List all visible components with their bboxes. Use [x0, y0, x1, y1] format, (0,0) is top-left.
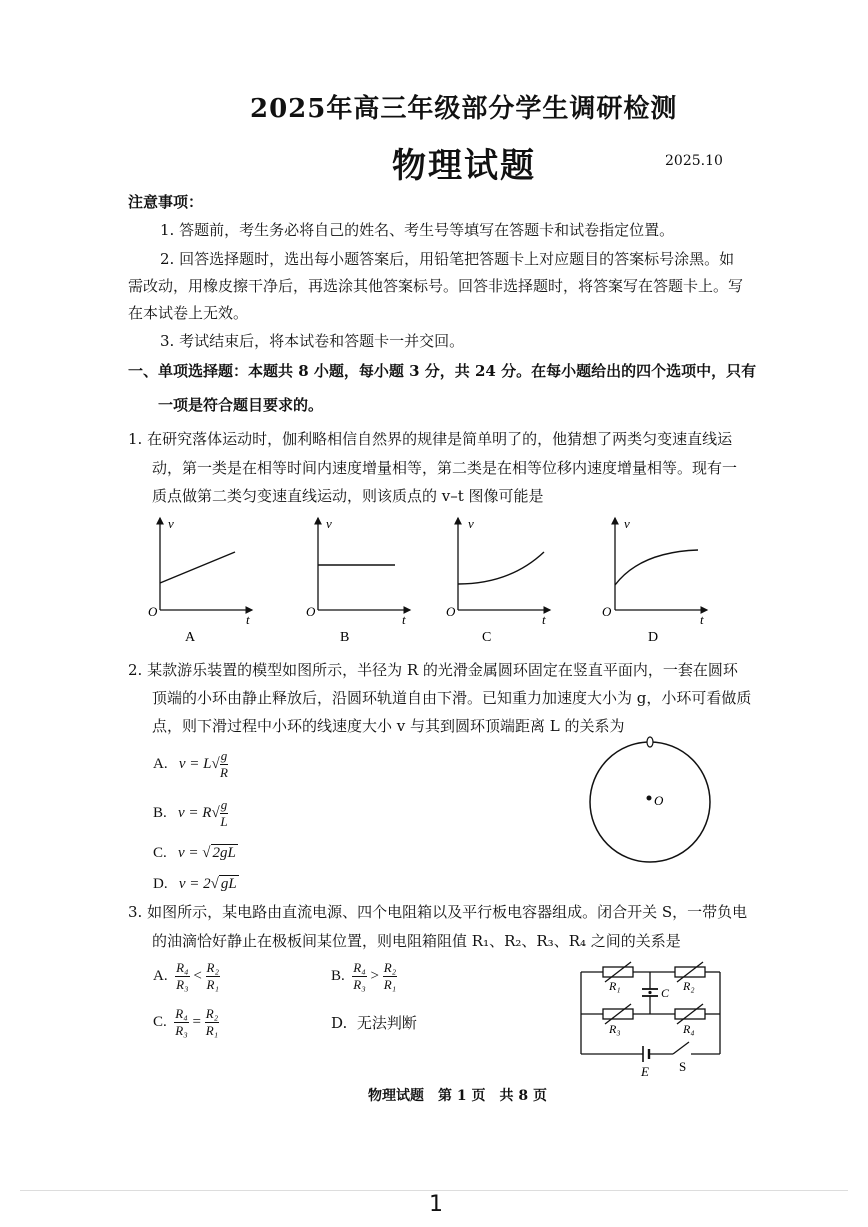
graph-d-axis-v: v	[624, 516, 630, 531]
q3-option-a[interactable]: A. $\frac{\text{R₄}}{\text{R₃}}$ < $\frac{\text{R₂}}{\text{R₁}}$	[153, 960, 219, 992]
graph-a	[148, 516, 252, 645]
graph-a-origin: O	[148, 604, 158, 619]
exam-date: 2025.10	[665, 153, 723, 169]
graph-c-axis-v: v	[468, 516, 474, 531]
graph-b-axis-t: t	[402, 612, 406, 627]
q3-circuit-diagram	[575, 958, 735, 1083]
graph-c-curve	[458, 552, 544, 584]
notice-item-3: 3. 考试结束后，将本试卷和答题卡一并交回。	[160, 332, 465, 350]
q2-option-c[interactable]: C. v = √ 2gL	[153, 845, 236, 861]
q3-option-b[interactable]: B. $\frac{\text{R₄}}{\text{R₃}}$ > $\frac{\text{R₂}}{\text{R₁}}$	[331, 960, 397, 992]
label-c: C	[661, 986, 670, 1000]
q1-line-3: 质点做第二类匀变速直线运动，则该质点的 v–t 图像可能是	[152, 487, 544, 505]
page-divider	[20, 1190, 848, 1191]
graph-b-axis-v: v	[326, 516, 332, 531]
section-heading: 一、单项选择题：本题共 8 小题，每小题 3 分，共 24 分。在每小题给出的四个选项中，只有	[128, 362, 757, 380]
q1-line-2: 动，第一类是在相等时间内速度增量相等，第二类是在相等位移内速度增量相等。现有一	[152, 459, 738, 477]
graph-d-origin: O	[602, 604, 612, 619]
q3-line-2: 的油滴恰好静止在极板间某位置，则电阻箱阻值 R₁、R₂、R₃、R₄ 之间的关系是	[152, 932, 681, 950]
label-e: E	[641, 1064, 649, 1079]
notice-item-2: 2. 回答选择题时，选出每小题答案后，用铅笔把答题卡上对应题目的答案标号涂黑。如	[160, 250, 735, 268]
small-ring	[647, 737, 653, 747]
q2-line-1: 2. 某款游乐装置的模型如图所示，半径为 R 的光滑金属圆环固定在竖直平面内，一套在圆环	[128, 661, 738, 679]
page-footer: 物理试题 第 1 页 共 8 页	[368, 1088, 547, 1104]
graph-c-origin: O	[446, 604, 456, 619]
graph-a-axis-t: t	[246, 612, 250, 627]
notice-item-1: 1. 答题前，考生务必将自己的姓名、考生号等填写在答题卡和试卷指定位置。	[160, 221, 675, 239]
metal-ring	[590, 742, 710, 862]
q2-line-3: 点，则下滑过程中小环的线速度大小 v 与其到圆环顶端距离 L 的关系为	[152, 717, 625, 735]
graph-b	[306, 516, 410, 645]
label-r2: R₂	[683, 979, 695, 993]
ring-center-label: O	[654, 793, 664, 808]
q1-line-1: 1. 在研究落体运动时，伽利略相信自然界的规律是简单明了的，他猜想了两类匀变速直线运	[128, 430, 733, 448]
page-number: 1	[429, 1192, 443, 1217]
graph-c-label: C	[482, 630, 492, 645]
q3-line-1: 3. 如图所示，某电路由直流电源、四个电阻箱以及平行板电容器组成。闭合开关 S，一带负电	[128, 903, 748, 921]
graph-a-curve	[160, 552, 235, 583]
graph-d-curve	[615, 550, 698, 585]
notice-item-2-end: 在本试卷上无效。	[128, 304, 249, 322]
label-r1: R₁	[609, 979, 621, 993]
graph-b-label: B	[340, 630, 350, 645]
graph-d-label: D	[648, 630, 659, 645]
subject-title: 物理试题	[392, 146, 536, 186]
q2-option-a[interactable]: A. v = L√ $\frac{g}{R}$	[153, 748, 228, 780]
graph-a-axis-v: v	[168, 516, 174, 531]
notice-item-2-cont: 需改动，用橡皮擦干净后，再选涂其他答案标号。回答非选择题时，将答案写在答题卡上。写	[128, 277, 744, 295]
q2-line-2: 顶端的小环由静止释放后，沿圆环轨道自由下滑。已知重力加速度大小为 g，小环可看做质	[152, 689, 752, 707]
section-heading-cont: 一项是符合题目要求的。	[158, 396, 324, 414]
ring-center-dot	[647, 796, 652, 801]
exam-title: 2025年高三年级部分学生调研检测	[250, 94, 678, 124]
graph-d-axis-t: t	[700, 612, 704, 627]
oil-drop	[648, 991, 651, 994]
label-r3: R₃	[609, 1022, 621, 1036]
graph-b-origin: O	[306, 604, 316, 619]
label-s: S	[679, 1059, 687, 1074]
q2-ring-diagram	[585, 735, 720, 870]
q2-option-b[interactable]: B. v = R√ $\frac{g}{L}$	[153, 797, 228, 829]
graph-d	[602, 516, 707, 645]
graph-c	[446, 516, 550, 645]
q3-option-d[interactable]: D. 无法判断	[331, 1014, 417, 1032]
graph-c-axis-t: t	[542, 612, 546, 627]
label-r4: R₄	[683, 1022, 695, 1036]
graph-a-label: A	[185, 630, 196, 645]
q2-option-d[interactable]: D. v = 2√ gL	[153, 876, 237, 892]
notice-heading: 注意事项：	[128, 193, 204, 211]
q1-graphs	[140, 510, 730, 650]
q3-option-c[interactable]: C. $\frac{\text{R₄}}{\text{R₃}}$ = $\frac{\text{R₂}}{\text{R₁}}$	[153, 1006, 219, 1038]
